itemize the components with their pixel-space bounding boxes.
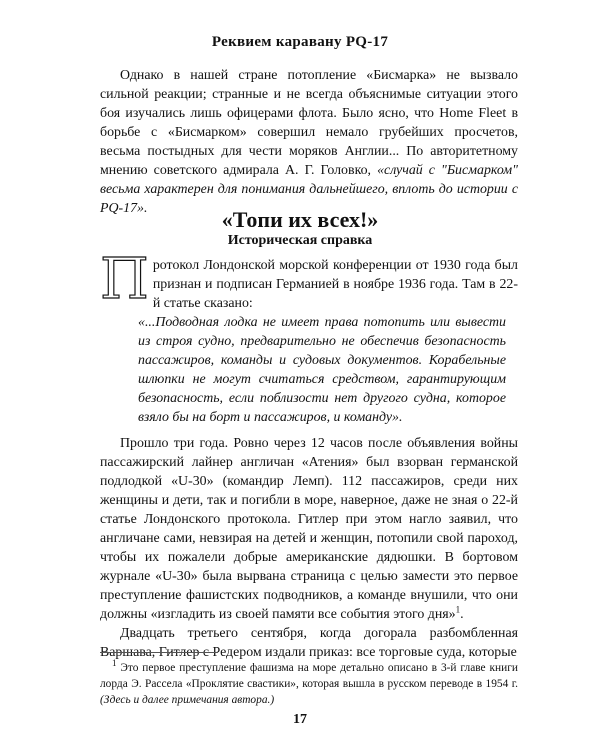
footnote-note: (Здесь и далее примечания автора.) <box>100 694 275 706</box>
intro-paragraph <box>100 66 518 218</box>
footnote-divider <box>100 652 218 653</box>
lead-text: ротокол Лондонской морской конференции от 1930 года был признан и подписан Германией в ноябре 1936 года. Там в 22-й статье сказано: <box>152 258 518 311</box>
paragraph-1 <box>100 434 518 624</box>
block-quote: «...Подводная лодка не имеет права потопить или вывести из строя судно, предварительно не обеспечив безопасность пассажиров, команды и судовых документов. Корабельные шлюпки не могут считаться средством, гарантирующим безопасность, если поблизости нет другого судна, которое взяло бы на борт и пассажиров, и команду». <box>138 315 506 425</box>
paragraph-1-text: Прошло три года. Ровно через 12 часов после объявления войны пассажирский лайнер англичан «Атения» был взорван германской подлодкой «U-30» (командир Лемп). 112 пассажиров, среди них женщины и дети, так и погибли в море, наверное, даже не зная о 22-й статье Лондонского протокола. Гитлер при этом нагло заявил, что англичане сами, невзирая на детей и женщин, потопили свой пароход, чтобы их пожалели добрые американские дядюшки. В бортовом журнале «U-30» была вырвана страница с целью замести это первое преступление фашистских подводников, а команде внушили, что они должны «изгладить из своей памяти все события этого дня» <box>100 436 518 622</box>
footnote-text: Это первое преступление фашизма на море детально описано в 3-й главе книги лорда Э. Рассела «Проклятие свастики», которая вышла в русском переводе в 1954 г. <box>100 662 518 690</box>
main-text <box>100 434 518 662</box>
running-header: Реквием каравану PQ-17 <box>211 34 389 50</box>
lead-paragraph <box>100 247 518 313</box>
intro-text: Однако в нашей стране потопление «Бисмарка» не вызвало сильной реакции; странные и не всегда объяснимые ситуации этого боя изучались лишь офицерами флота. Было ясно, что Home Fleet в борьбе с «Бисмарком» совершил немало грубейших просчетов, весьма постыдных для чести моряков Англии... По авторитетному мнению советского адмирала А. Г. Головко, <box>100 68 518 178</box>
paragraph-1-end: . <box>460 607 464 622</box>
footnote-mark: 1 <box>112 658 117 669</box>
paragraph-2: Двадцать третьего сентября, когда догорала разбомбленная Варшава, Гитлер с Редером издали приказ: все торговые суда, которые <box>100 626 518 660</box>
section-subtitle: Историческая справка <box>227 233 373 248</box>
drop-cap: П <box>100 247 149 312</box>
footnote-ref[interactable]: 1 <box>455 604 461 615</box>
section-title: «Топи их всех!» <box>221 207 379 232</box>
footnote <box>100 660 518 708</box>
intro-quote: «случай с "Бисмарком" весьма характерен для понимания дальнейшего, вплоть до истории с PQ-17». <box>100 163 518 216</box>
page-number: 17 <box>293 712 307 727</box>
